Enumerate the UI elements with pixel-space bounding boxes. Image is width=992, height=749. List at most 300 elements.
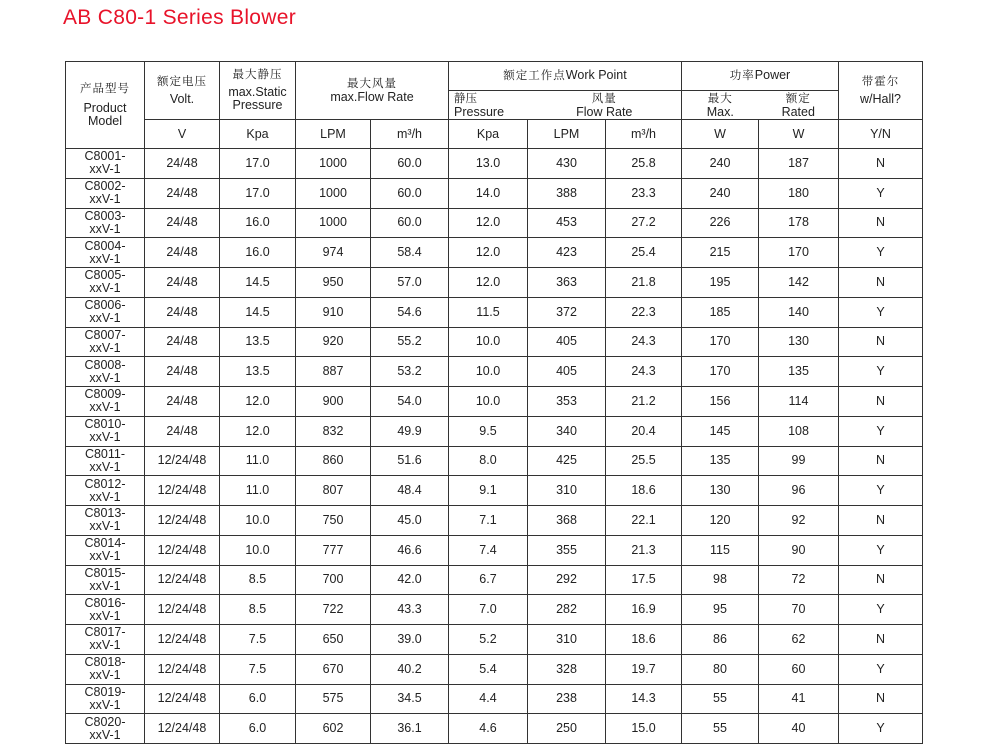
model-code: C8018-	[84, 655, 126, 670]
model-cell	[66, 327, 145, 357]
model-suffix: xxV-1	[89, 668, 121, 683]
table-cell: 10.0	[449, 357, 528, 387]
model-cell	[66, 684, 145, 714]
table-cell: 405	[528, 327, 606, 357]
table-cell: N	[839, 684, 923, 714]
table-cell: 722	[296, 595, 371, 625]
model-cell	[66, 149, 145, 179]
model-cell	[66, 178, 145, 208]
table-cell: 282	[528, 595, 606, 625]
table-cell: 250	[528, 714, 606, 744]
table-cell: 22.1	[606, 506, 682, 536]
table-cell: 10.0	[449, 327, 528, 357]
table-cell: 24.3	[606, 327, 682, 357]
table-cell: 12.0	[220, 416, 296, 446]
table-cell: 170	[759, 238, 839, 268]
table-cell: 70	[759, 595, 839, 625]
model-code: C8008-	[84, 357, 126, 372]
table-row	[66, 446, 923, 476]
header-row-1	[66, 62, 923, 91]
table-cell: 80	[682, 654, 759, 684]
table-cell: 24.3	[606, 357, 682, 387]
unit-cell: LPM	[296, 120, 371, 149]
table-cell: N	[839, 387, 923, 417]
table-cell: Y	[839, 476, 923, 506]
table-cell: 55.2	[371, 327, 449, 357]
model-code: C8001-	[84, 149, 126, 164]
table-cell: 25.8	[606, 149, 682, 179]
model-code: C8016-	[84, 595, 126, 610]
table-cell: 21.2	[606, 387, 682, 417]
model-cell	[66, 357, 145, 387]
table-cell: 108	[759, 416, 839, 446]
model-code: C8009-	[84, 387, 126, 402]
table-cell: 14.3	[606, 684, 682, 714]
table-cell: 238	[528, 684, 606, 714]
table-row	[66, 327, 923, 357]
table-cell: 14.0	[449, 178, 528, 208]
table-cell: 1000	[296, 178, 371, 208]
table-cell: 12.0	[449, 238, 528, 268]
table-cell: 5.4	[449, 654, 528, 684]
model-code: C8004-	[84, 238, 126, 253]
table-cell: 114	[759, 387, 839, 417]
table-cell: 372	[528, 297, 606, 327]
table-cell: 11.0	[220, 446, 296, 476]
table-cell: 575	[296, 684, 371, 714]
model-suffix: xxV-1	[89, 459, 121, 474]
table-row	[66, 416, 923, 446]
page-title: AB C80-1 Series Blower	[63, 6, 297, 29]
flow-rate-header: 最大风量 max.Flow Rate	[296, 62, 449, 120]
model-cell	[66, 595, 145, 625]
table-cell: Y	[839, 416, 923, 446]
table-cell: 41	[759, 684, 839, 714]
model-cell	[66, 416, 145, 446]
table-cell: 156	[682, 387, 759, 417]
table-cell: 60.0	[371, 149, 449, 179]
power-rated-header: 额定 Rated	[759, 91, 839, 120]
table-cell: N	[839, 446, 923, 476]
table-cell: 7.5	[220, 625, 296, 655]
table-cell: 48.4	[371, 476, 449, 506]
table-cell: 90	[759, 535, 839, 565]
model-suffix: xxV-1	[89, 489, 121, 504]
table-cell: 8.0	[449, 446, 528, 476]
table-cell: 39.0	[371, 625, 449, 655]
product-model-header: 产品型号 Product Model	[66, 62, 145, 149]
table-cell: 18.6	[606, 476, 682, 506]
model-cell	[66, 625, 145, 655]
table-cell: 10.0	[220, 535, 296, 565]
table-cell: 240	[682, 149, 759, 179]
model-suffix: xxV-1	[89, 221, 121, 236]
table-cell: 21.8	[606, 268, 682, 298]
spec-table	[65, 61, 923, 744]
table-row	[66, 268, 923, 298]
model-code: C8010-	[84, 417, 126, 432]
model-suffix: xxV-1	[89, 192, 121, 207]
table-cell: Y	[839, 178, 923, 208]
model-cell	[66, 238, 145, 268]
table-cell: 240	[682, 178, 759, 208]
table-cell: 12/24/48	[145, 565, 220, 595]
table-cell: 920	[296, 327, 371, 357]
table-cell: 22.3	[606, 297, 682, 327]
table-row	[66, 506, 923, 536]
volt-header: 额定电压 Volt.	[145, 62, 220, 120]
table-cell: 40	[759, 714, 839, 744]
table-cell: 24/48	[145, 238, 220, 268]
table-cell: 7.0	[449, 595, 528, 625]
table-row	[66, 208, 923, 238]
table-cell: 72	[759, 565, 839, 595]
table-row	[66, 684, 923, 714]
table-cell: Y	[839, 357, 923, 387]
table-cell: 62	[759, 625, 839, 655]
table-cell: 21.3	[606, 535, 682, 565]
model-cell	[66, 476, 145, 506]
table-cell: 16.9	[606, 595, 682, 625]
model-suffix: xxV-1	[89, 340, 121, 355]
table-cell: 115	[682, 535, 759, 565]
table-cell: 215	[682, 238, 759, 268]
table-cell: 13.0	[449, 149, 528, 179]
table-cell: 53.2	[371, 357, 449, 387]
table-cell: 54.6	[371, 297, 449, 327]
table-row	[66, 595, 923, 625]
model-suffix: xxV-1	[89, 311, 121, 326]
table-cell: 16.0	[220, 208, 296, 238]
unit-cell: V	[145, 120, 220, 149]
table-cell: 16.0	[220, 238, 296, 268]
table-cell: N	[839, 268, 923, 298]
model-code: C8005-	[84, 268, 126, 283]
table-cell: 425	[528, 446, 606, 476]
model-suffix: xxV-1	[89, 608, 121, 623]
table-cell: 51.6	[371, 446, 449, 476]
table-cell: 46.6	[371, 535, 449, 565]
table-cell: 170	[682, 357, 759, 387]
table-cell: 807	[296, 476, 371, 506]
table-cell: 92	[759, 506, 839, 536]
table-cell: 25.5	[606, 446, 682, 476]
table-cell: 27.2	[606, 208, 682, 238]
table-cell: Y	[839, 535, 923, 565]
table-cell: 355	[528, 535, 606, 565]
table-body	[66, 149, 923, 744]
table-cell: 12/24/48	[145, 595, 220, 625]
table-cell: N	[839, 506, 923, 536]
table-row	[66, 387, 923, 417]
table-cell: 95	[682, 595, 759, 625]
table-cell: 19.7	[606, 654, 682, 684]
table-cell: 20.4	[606, 416, 682, 446]
table-cell: 43.3	[371, 595, 449, 625]
table-row	[66, 714, 923, 744]
table-cell: 368	[528, 506, 606, 536]
table-cell: N	[839, 149, 923, 179]
table-cell: 11.5	[449, 297, 528, 327]
table-row	[66, 625, 923, 655]
table-cell: Y	[839, 595, 923, 625]
table-row	[66, 357, 923, 387]
table-cell: Y	[839, 238, 923, 268]
model-suffix: xxV-1	[89, 519, 121, 534]
table-cell: 670	[296, 654, 371, 684]
table-cell: 180	[759, 178, 839, 208]
table-cell: 86	[682, 625, 759, 655]
model-code: C8012-	[84, 476, 126, 491]
table-cell: 6.7	[449, 565, 528, 595]
table-cell: 832	[296, 416, 371, 446]
model-cell	[66, 654, 145, 684]
table-row	[66, 565, 923, 595]
unit-cell: W	[759, 120, 839, 149]
model-suffix: xxV-1	[89, 727, 121, 742]
table-cell: 36.1	[371, 714, 449, 744]
table-cell: 4.6	[449, 714, 528, 744]
table-cell: 18.6	[606, 625, 682, 655]
table-cell: 178	[759, 208, 839, 238]
table-cell: 6.0	[220, 714, 296, 744]
table-cell: 310	[528, 625, 606, 655]
power-header: 功率Power	[682, 62, 839, 91]
table-cell: 8.5	[220, 565, 296, 595]
table-cell: Y	[839, 714, 923, 744]
table-cell: 12/24/48	[145, 476, 220, 506]
table-cell: 135	[682, 446, 759, 476]
table-row	[66, 238, 923, 268]
table-cell: 120	[682, 506, 759, 536]
table-cell: 974	[296, 238, 371, 268]
table-cell: 9.1	[449, 476, 528, 506]
table-cell: 13.5	[220, 327, 296, 357]
table-row	[66, 178, 923, 208]
unit-cell: Kpa	[449, 120, 528, 149]
model-cell	[66, 268, 145, 298]
table-cell: 170	[682, 327, 759, 357]
model-cell	[66, 506, 145, 536]
table-cell: 5.2	[449, 625, 528, 655]
table-cell: 10.0	[220, 506, 296, 536]
table-cell: 12/24/48	[145, 714, 220, 744]
table-cell: 54.0	[371, 387, 449, 417]
model-code: C8017-	[84, 625, 126, 640]
table-cell: 195	[682, 268, 759, 298]
table-cell: 34.5	[371, 684, 449, 714]
table-cell: 1000	[296, 149, 371, 179]
table-row	[66, 535, 923, 565]
table-cell: 55	[682, 684, 759, 714]
model-suffix: xxV-1	[89, 430, 121, 445]
units-row	[66, 120, 923, 149]
table-cell: 23.3	[606, 178, 682, 208]
table-cell: 17.0	[220, 178, 296, 208]
table-cell: 13.5	[220, 357, 296, 387]
table-cell: 17.0	[220, 149, 296, 179]
table-cell: 25.4	[606, 238, 682, 268]
model-code: C8003-	[84, 208, 126, 223]
model-suffix: xxV-1	[89, 578, 121, 593]
model-suffix: xxV-1	[89, 400, 121, 415]
table-cell: 12/24/48	[145, 684, 220, 714]
model-cell	[66, 714, 145, 744]
model-suffix: xxV-1	[89, 162, 121, 177]
table-cell: 24/48	[145, 149, 220, 179]
table-cell: 405	[528, 357, 606, 387]
table-cell: 6.0	[220, 684, 296, 714]
unit-cell: Kpa	[220, 120, 296, 149]
table-row	[66, 654, 923, 684]
table-cell: 60.0	[371, 178, 449, 208]
model-cell	[66, 446, 145, 476]
table-cell: Y	[839, 297, 923, 327]
table-cell: N	[839, 327, 923, 357]
table-cell: 140	[759, 297, 839, 327]
table-cell: 328	[528, 654, 606, 684]
table-cell: 750	[296, 506, 371, 536]
static-pressure-header: 最大静压 max.Static Pressure	[220, 62, 296, 120]
table-row	[66, 297, 923, 327]
table-cell: 650	[296, 625, 371, 655]
model-code: C8015-	[84, 565, 126, 580]
model-suffix: xxV-1	[89, 281, 121, 296]
table-cell: 602	[296, 714, 371, 744]
table-cell: 12/24/48	[145, 446, 220, 476]
table-cell: 49.9	[371, 416, 449, 446]
table-cell: 388	[528, 178, 606, 208]
model-suffix: xxV-1	[89, 697, 121, 712]
table-cell: 12/24/48	[145, 506, 220, 536]
table-cell: 11.0	[220, 476, 296, 506]
table-cell: N	[839, 625, 923, 655]
table-cell: 10.0	[449, 387, 528, 417]
model-suffix: xxV-1	[89, 370, 121, 385]
table-cell: 135	[759, 357, 839, 387]
model-cell	[66, 535, 145, 565]
table-cell: 42.0	[371, 565, 449, 595]
table-cell: 40.2	[371, 654, 449, 684]
table-cell: 340	[528, 416, 606, 446]
table-cell: 12/24/48	[145, 535, 220, 565]
hall-header: 带霍尔 w/Hall?	[839, 62, 923, 120]
table-cell: 363	[528, 268, 606, 298]
table-cell: 4.4	[449, 684, 528, 714]
table-cell: 12.0	[220, 387, 296, 417]
table-cell: 60	[759, 654, 839, 684]
table-cell: 910	[296, 297, 371, 327]
table-cell: 9.5	[449, 416, 528, 446]
model-code: C8007-	[84, 327, 126, 342]
model-cell	[66, 297, 145, 327]
unit-cell: m³/h	[371, 120, 449, 149]
table-cell: 145	[682, 416, 759, 446]
table-cell: 187	[759, 149, 839, 179]
table-cell: 24/48	[145, 387, 220, 417]
power-max-header: 最大 Max.	[682, 91, 759, 120]
table-cell: 130	[682, 476, 759, 506]
table-cell: 900	[296, 387, 371, 417]
table-cell: 55	[682, 714, 759, 744]
unit-cell: W	[682, 120, 759, 149]
table-cell: 8.5	[220, 595, 296, 625]
table-cell: 12/24/48	[145, 625, 220, 655]
table-cell: 310	[528, 476, 606, 506]
unit-cell: LPM	[528, 120, 606, 149]
model-suffix: xxV-1	[89, 251, 121, 266]
model-cell	[66, 387, 145, 417]
table-cell: 45.0	[371, 506, 449, 536]
work-point-header: 额定工作点Work Point	[449, 62, 682, 91]
table-cell: 292	[528, 565, 606, 595]
table-cell: 130	[759, 327, 839, 357]
table-cell: 353	[528, 387, 606, 417]
table-row	[66, 149, 923, 179]
table-cell: 12.0	[449, 268, 528, 298]
table-cell: 226	[682, 208, 759, 238]
table-row	[66, 476, 923, 506]
model-code: C8011-	[84, 446, 126, 461]
table-cell: 7.4	[449, 535, 528, 565]
table-cell: 950	[296, 268, 371, 298]
model-suffix: xxV-1	[89, 638, 121, 653]
table-cell: 14.5	[220, 268, 296, 298]
table-cell: 57.0	[371, 268, 449, 298]
model-code: C8019-	[84, 684, 126, 699]
model-cell	[66, 565, 145, 595]
model-cell	[66, 208, 145, 238]
table-cell: 24/48	[145, 297, 220, 327]
table-cell: 7.5	[220, 654, 296, 684]
model-code: C8014-	[84, 536, 126, 551]
table-cell: 700	[296, 565, 371, 595]
table-cell: N	[839, 565, 923, 595]
table-cell: 96	[759, 476, 839, 506]
table-cell: 185	[682, 297, 759, 327]
table-cell: 15.0	[606, 714, 682, 744]
unit-cell: m³/h	[606, 120, 682, 149]
model-code: C8002-	[84, 179, 126, 194]
table-cell: 60.0	[371, 208, 449, 238]
table-cell: 430	[528, 149, 606, 179]
table-cell: N	[839, 208, 923, 238]
table-cell: 98	[682, 565, 759, 595]
table-cell: 12/24/48	[145, 654, 220, 684]
model-code: C8013-	[84, 506, 126, 521]
wp-flow-header: 风量 Flow Rate	[528, 91, 682, 120]
table-cell: 24/48	[145, 268, 220, 298]
table-cell: 58.4	[371, 238, 449, 268]
table-cell: 423	[528, 238, 606, 268]
table-cell: 14.5	[220, 297, 296, 327]
table-cell: 142	[759, 268, 839, 298]
table-cell: 860	[296, 446, 371, 476]
table-cell: 777	[296, 535, 371, 565]
table-cell: 887	[296, 357, 371, 387]
model-code: C8020-	[84, 714, 126, 729]
table-cell: 99	[759, 446, 839, 476]
table-cell: 24/48	[145, 416, 220, 446]
table-cell: Y	[839, 654, 923, 684]
table-cell: 24/48	[145, 327, 220, 357]
table-cell: 12.0	[449, 208, 528, 238]
table-cell: 7.1	[449, 506, 528, 536]
table-cell: 24/48	[145, 357, 220, 387]
table-cell: 453	[528, 208, 606, 238]
table-cell: 1000	[296, 208, 371, 238]
unit-cell: Y/N	[839, 120, 923, 149]
